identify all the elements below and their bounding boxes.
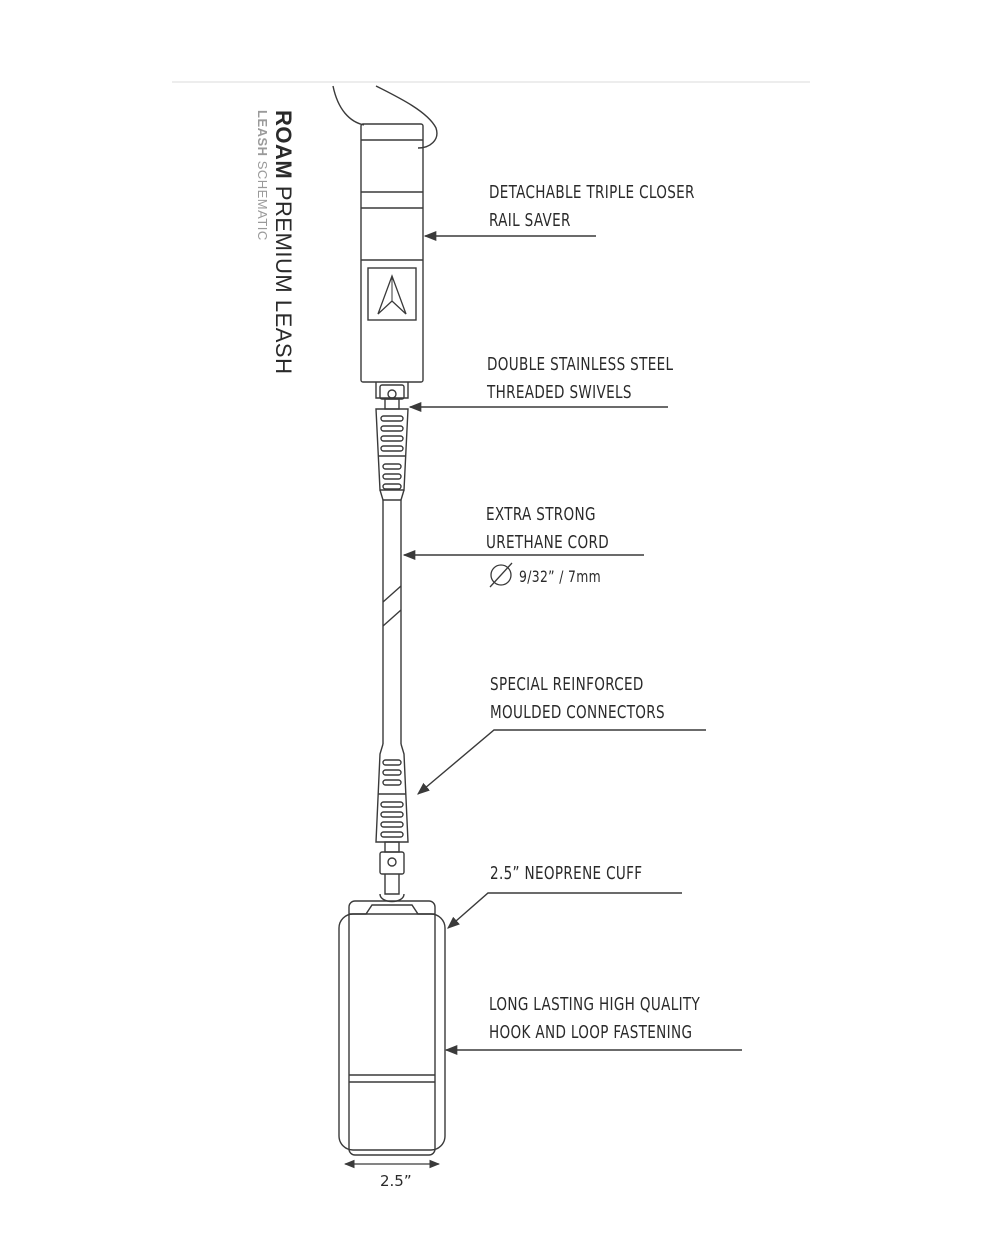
- label-line: SPECIAL REINFORCED: [490, 675, 644, 695]
- label-line: DOUBLE STAINLESS STEEL: [487, 355, 674, 375]
- subtitle-bold: LEASH: [255, 110, 270, 157]
- rail-saver-loop: [376, 86, 437, 148]
- rail-saver-string: [333, 86, 364, 125]
- product-title: [270, 110, 296, 375]
- label-connectors: [490, 671, 665, 727]
- label-cord-diameter: [519, 563, 601, 591]
- diameter-icon: [490, 563, 512, 587]
- label-cord: [486, 501, 609, 557]
- label-fastening: [489, 991, 700, 1047]
- urethane-cord: [383, 500, 401, 744]
- label-line: DETACHABLE TRIPLE CLOSER: [489, 183, 695, 203]
- label-line: URETHANE CORD: [486, 533, 609, 553]
- lower-connector: [376, 744, 408, 842]
- label-line: MOULDED CONNECTORS: [490, 703, 666, 723]
- cuff-width-label: 2.5”: [380, 1172, 412, 1190]
- upper-connector: [376, 409, 408, 500]
- label-line: THREADED SWIVELS: [487, 383, 632, 403]
- brand-name: ROAM: [271, 110, 296, 180]
- vertical-title: [254, 110, 296, 375]
- label-line: 2.5” NEOPRENE CUFF: [490, 864, 643, 884]
- label-line: LONG LASTING HIGH QUALITY: [489, 995, 701, 1015]
- lower-swivel: [380, 842, 404, 894]
- label-line: RAIL SAVER: [489, 211, 571, 231]
- label-line: HOOK AND LOOP FASTENING: [489, 1023, 693, 1043]
- neoprene-cuff: [339, 894, 445, 1155]
- label-rail-saver: [489, 179, 695, 235]
- callout-connectors: [418, 730, 706, 794]
- label-line: 9/32” / 7mm: [519, 567, 602, 586]
- product-name: PREMIUM LEASH: [271, 185, 296, 375]
- upper-swivel: [376, 382, 408, 409]
- rail-saver: [361, 124, 423, 382]
- label-line: EXTRA STRONG: [486, 505, 596, 525]
- label-swivels: [487, 351, 673, 407]
- callout-cuff: [448, 893, 682, 928]
- label-cuff: [490, 860, 642, 888]
- subtitle: [254, 110, 270, 375]
- subtitle-rest: SCHEMATIC: [255, 160, 270, 241]
